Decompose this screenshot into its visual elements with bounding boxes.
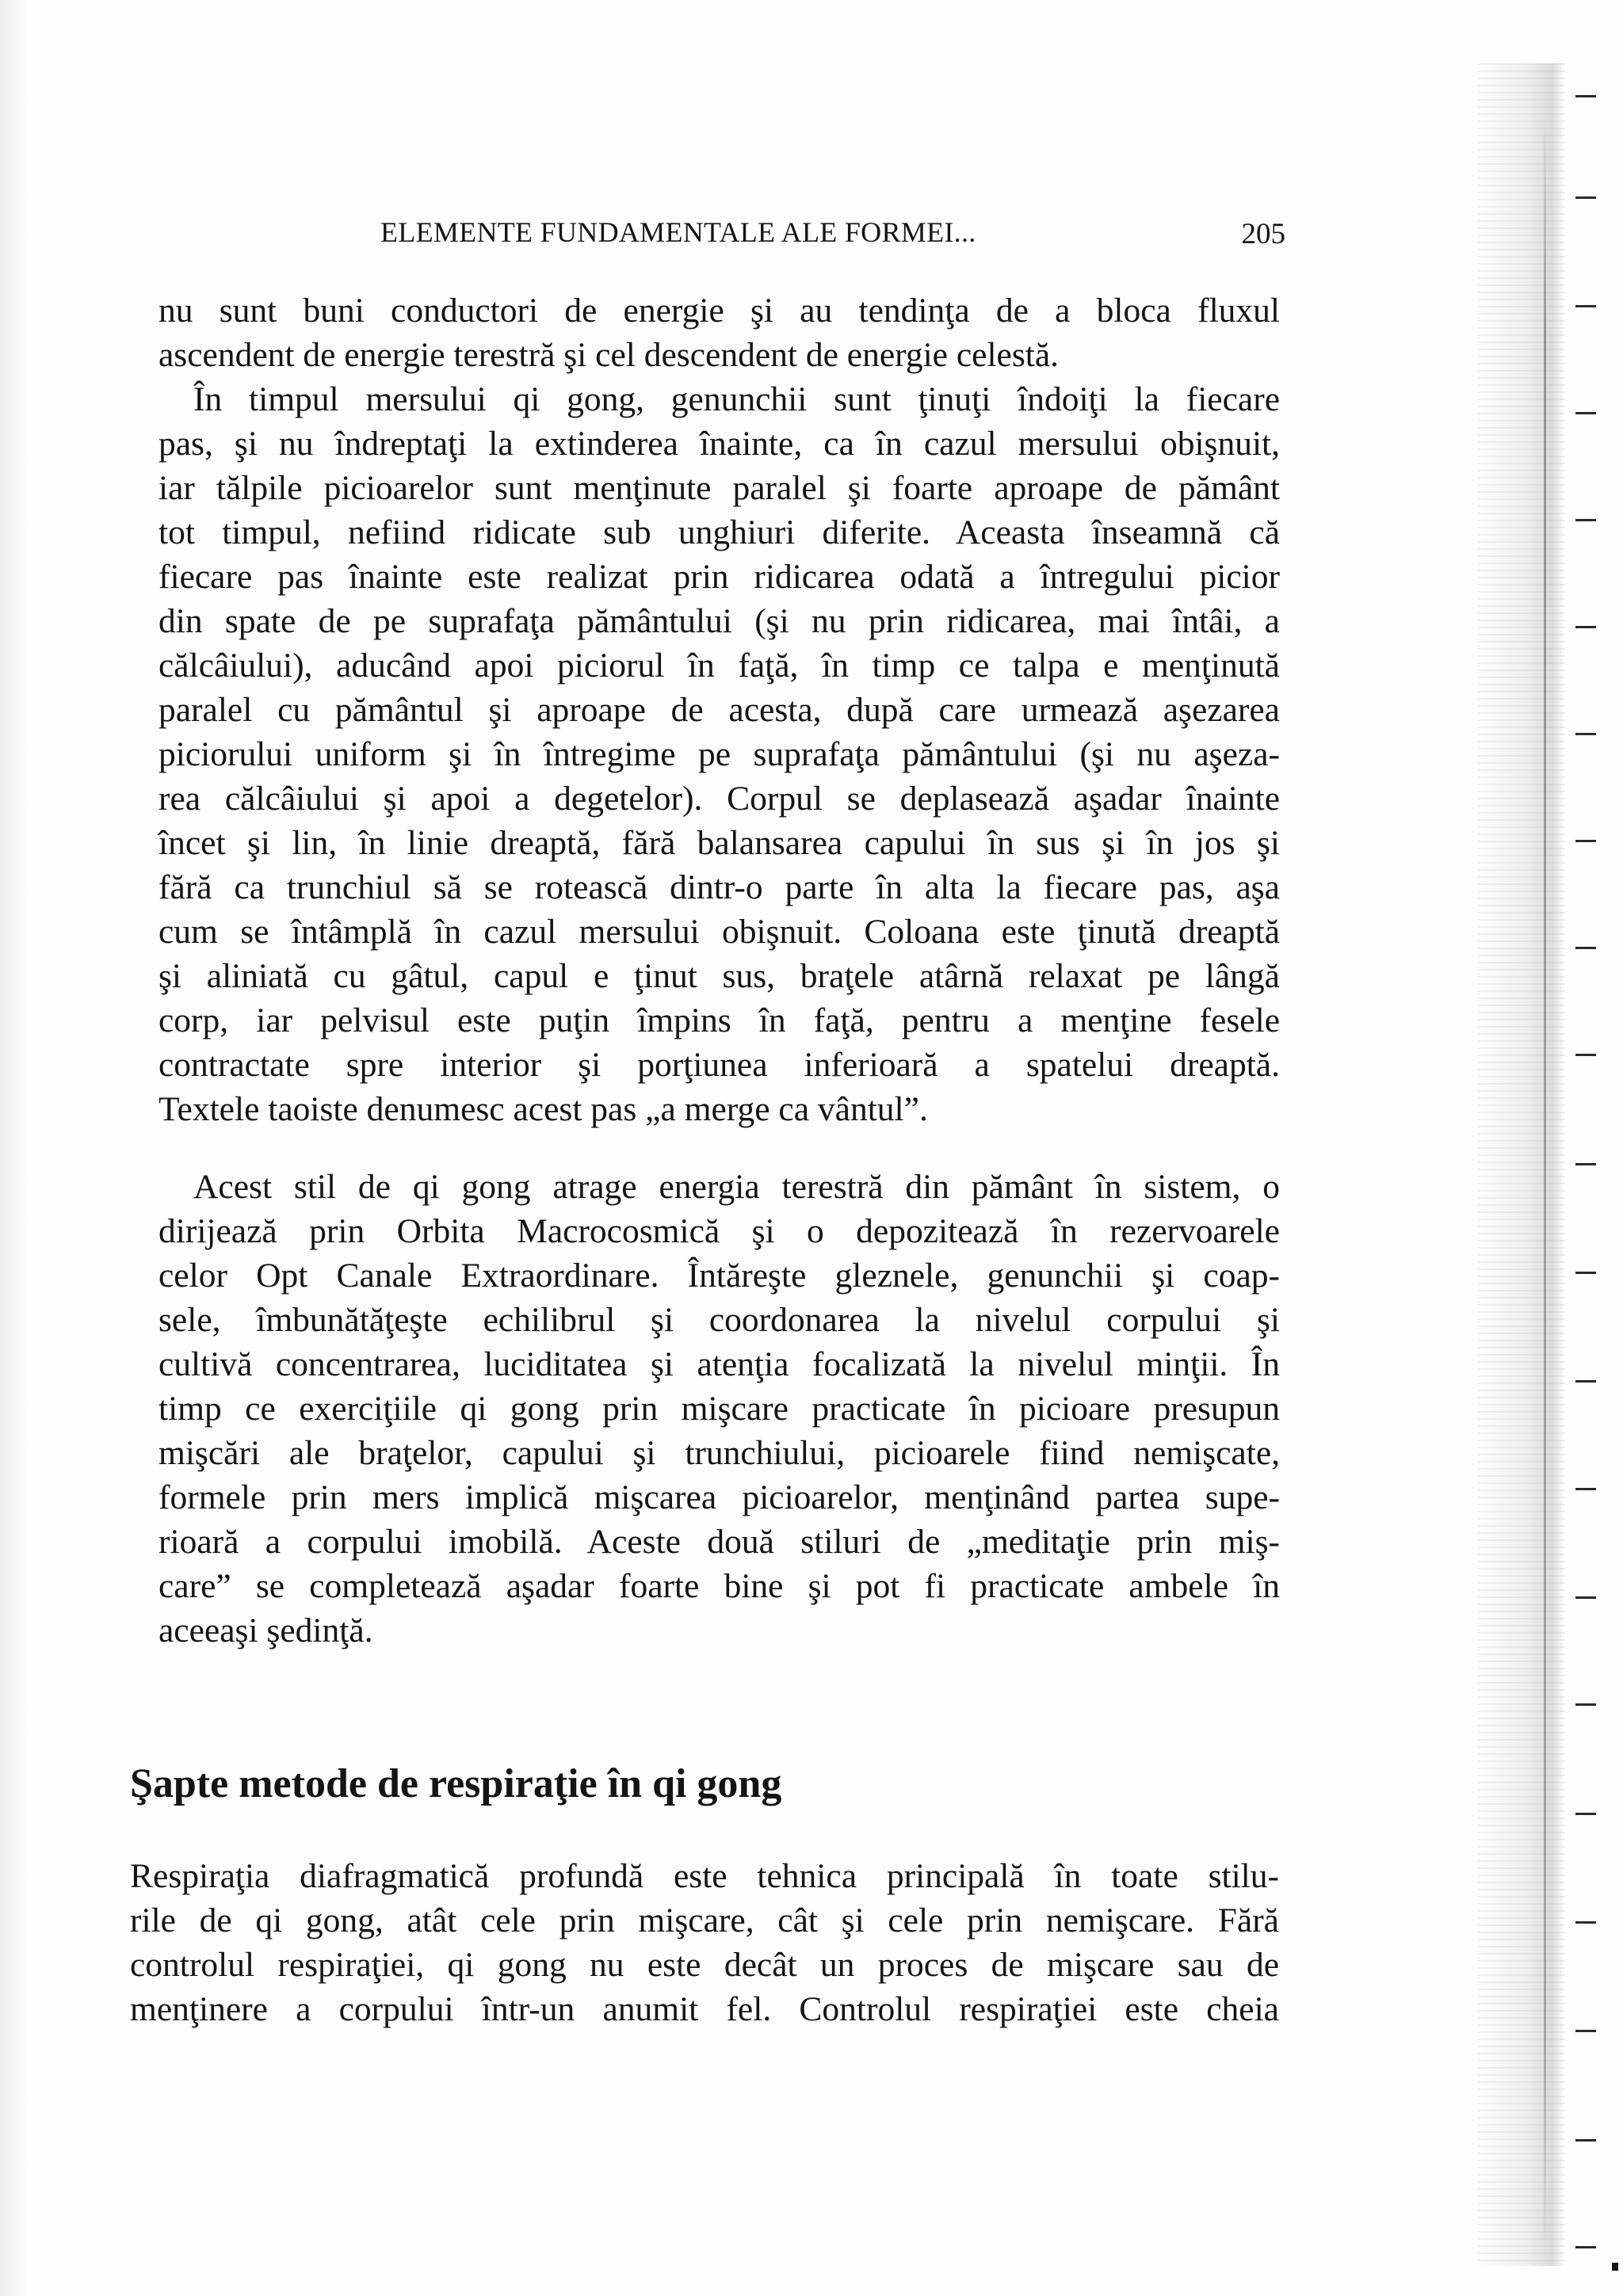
edge-tick	[1575, 1596, 1596, 1599]
edge-tick	[1575, 1488, 1596, 1490]
text-line: sele, îmbunătăţeşte echilibrul şi coordonarea la nivelul corpului şi	[158, 1301, 1280, 1339]
text-line: dirijează prin Orbita Macrocosmică şi o depozitează în rezervoarele	[158, 1212, 1280, 1250]
text-line: rea călcâiului şi apoi a degetelor). Corpul se deplasează aşadar înainte	[158, 780, 1280, 818]
text-line: Textele taoiste denumesc acest pas „a merge ca vântul”.	[158, 1090, 928, 1128]
text-line: timp ce exerciţiile qi gong prin mişcare practicate în picioare presupun	[158, 1390, 1280, 1428]
text-line: iar tălpile picioarelor sunt menţinute paralel şi foarte aproape de pământ	[158, 469, 1280, 507]
text-line: Acest stil de qi gong atrage energia terestră din pământ în sistem, o	[193, 1168, 1280, 1206]
paragraph-2	[158, 1165, 1280, 1653]
edge-tick	[1575, 1921, 1596, 1924]
edge-tick	[1575, 1813, 1596, 1815]
scan-shadow	[0, 0, 29, 2296]
text-line: corp, iar pelvisul este puţin împins în faţă, pentru a menţine fesele	[158, 1001, 1280, 1039]
edge-tick	[1575, 196, 1596, 199]
edge-tick	[1575, 2139, 1596, 2142]
edge-tick	[1575, 840, 1596, 842]
edge-tick	[1575, 519, 1596, 521]
text-line: mişcări ale braţelor, capului şi trunchiului, picioarele fiind nemişcate,	[158, 1434, 1280, 1472]
page-number: 205	[1241, 218, 1285, 250]
text-line: piciorului uniform şi în întregime pe suprafaţa pământului (şi nu aşeza-	[158, 735, 1280, 773]
text-line: din spate de pe suprafaţa pământului (şi nu prin ridicarea, mai întâi, a	[158, 602, 1280, 640]
text-line: formele prin mers implică mişcarea picioarelor, menţinând partea supe-	[158, 1478, 1280, 1516]
running-header	[380, 215, 1285, 255]
text-line: şi aliniată cu gâtul, capul e ţinut sus, braţele atârnă relaxat pe lângă	[158, 957, 1280, 995]
running-header-title: ELEMENTE FUNDAMENTALE ALE FORMEI...	[380, 216, 976, 248]
text-line: paralel cu pământul şi aproape de acesta, după care urmează aşezarea	[158, 691, 1280, 729]
edge-tick	[1575, 626, 1596, 628]
corner-mark	[1612, 2263, 1618, 2271]
edge-tick	[1575, 1380, 1596, 1383]
text-line: călcâiului), aducând apoi piciorul în faţă, în timp ce talpa e menţinută	[158, 646, 1280, 685]
text-line: menţinere a corpului într-un anumit fel. Controlul respiraţiei este cheia	[130, 1990, 1279, 2028]
edge-tick	[1575, 1054, 1596, 1056]
text-line: pas, şi nu îndreptaţi la extinderea înainte, ca în cazul mersului obişnuit,	[158, 425, 1280, 463]
section-paragraph	[130, 1854, 1279, 2031]
text-line: aceeaşi şedinţă.	[158, 1611, 373, 1650]
binding-line	[1544, 119, 1546, 2258]
text-line: rioară a corpului imobilă. Aceste două stiluri de „meditaţie prin miş-	[158, 1523, 1280, 1561]
paragraph-1	[158, 288, 1280, 1131]
text-line: încet şi lin, în linie dreaptă, fără balansarea capului în sus şi în jos şi	[158, 824, 1280, 862]
text-line: controlul respiraţiei, qi gong nu este decât un proces de mişcare sau de	[130, 1946, 1279, 1984]
text-line: rile de qi gong, atât cele prin mişcare, cât şi cele prin nemişcare. Fără	[130, 1901, 1279, 1939]
edge-tick	[1575, 733, 1596, 735]
edge-tick	[1575, 2030, 1596, 2032]
edge-tick	[1575, 2246, 1596, 2248]
section-heading: Şapte metode de respiraţie în qi gong	[130, 1761, 782, 1806]
edge-tick	[1575, 1163, 1596, 1165]
text-line: fiecare pas înainte este realizat prin ridicarea odată a întregului picior	[158, 558, 1280, 596]
text-line: care” se completează aşadar foarte bine şi pot fi practicate ambele în	[158, 1567, 1280, 1605]
edge-tick	[1575, 305, 1596, 307]
text-line: tot timpul, nefiind ridicate sub unghiuri diferite. Aceasta înseamnă că	[158, 513, 1280, 551]
binding-edge	[1478, 63, 1565, 2266]
text-line: cultivă concentrarea, luciditatea şi atenţia focalizată la nivelul minţii. În	[158, 1345, 1280, 1383]
edge-tick	[1575, 95, 1596, 97]
text-line: fără ca trunchiul să se rotească dintr-o parte în alta la fiecare pas, aşa	[158, 868, 1280, 906]
edge-tick	[1575, 947, 1596, 949]
text-line: În timpul mersului qi gong, genunchii sunt ţinuţi îndoiţi la fiecare	[193, 380, 1280, 418]
text-line: Respiraţia diafragmatică profundă este tehnica principală în toate stilu-	[130, 1857, 1279, 1895]
edge-tick	[1575, 1703, 1596, 1706]
text-line: ascendent de energie terestră şi cel descendent de energie celestă.	[158, 336, 1060, 374]
edge-tick	[1575, 412, 1596, 414]
edge-tick	[1575, 1272, 1596, 1274]
text-line: celor Opt Canale Extraordinare. Întăreşte gleznele, genunchii şi coap-	[158, 1257, 1280, 1295]
text-line: cum se întâmplă în cazul mersului obişnuit. Coloana este ţinută dreaptă	[158, 913, 1280, 951]
text-line: nu sunt buni conductori de energie şi au tendinţa de a bloca fluxul	[158, 292, 1280, 330]
text-line: contractate spre interior şi porţiunea inferioară a spatelui dreaptă.	[158, 1046, 1280, 1084]
